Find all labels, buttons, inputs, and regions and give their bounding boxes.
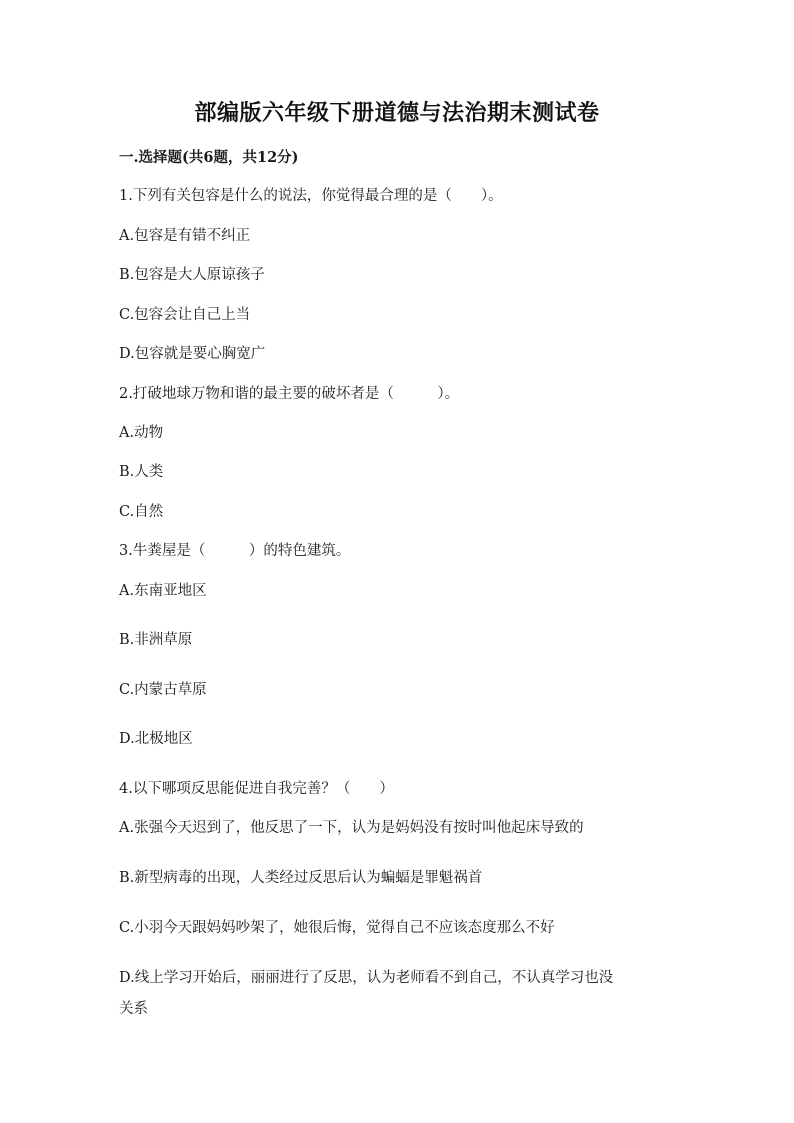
question-4-option-c: C.小羽今天跟妈妈吵架了，她很后悔，觉得自己不应该态度那么不好	[119, 920, 555, 936]
question-2-option-c: C.自然	[119, 504, 164, 520]
question-1-option-d: D.包容就是要心胸宽广	[119, 346, 266, 362]
question-1-stem: 1.下列有关包容是什么的说法，你觉得最合理的是（ ）。	[119, 188, 503, 204]
question-1-option-a: A.包容是有错不纠正	[119, 228, 251, 244]
question-2-option-a: A.动物	[119, 425, 164, 441]
page-title: 部编版六年级下册道德与法治期末测试卷	[194, 100, 600, 126]
question-4-option-b: B.新型病毒的出现，人类经过反思后认为蝙蝠是罪魁祸首	[119, 870, 483, 886]
section-heading: 一.选择题(共6题，共12分)	[119, 149, 299, 166]
question-4-stem: 4.以下哪项反思能促进自我完善？（ ）	[119, 781, 394, 797]
question-1-option-c: C.包容会让自己上当	[119, 307, 251, 323]
question-4-option-a: A.张强今天迟到了，他反思了一下，认为是妈妈没有按时叫他起床导致的	[119, 820, 584, 836]
question-3-stem: 3.牛粪屋是（ ）的特色建筑。	[119, 543, 351, 559]
question-3-option-c: C.内蒙古草原	[119, 682, 207, 698]
question-3-option-b: B.非洲草原	[119, 632, 193, 648]
question-4-option-d: D.线上学习开始后，丽丽进行了反思，认为老师看不到自己，不认真学习也没	[119, 970, 614, 986]
question-3-option-a: A.东南亚地区	[119, 583, 207, 599]
question-2-stem: 2.打破地球万物和谐的最主要的破坏者是（ ）。	[119, 386, 460, 402]
question-1-option-b: B.包容是大人原谅孩子	[119, 267, 265, 283]
question-2-option-b: B.人类	[119, 464, 164, 480]
question-4-option-d-continued: 关系	[119, 1001, 148, 1017]
question-3-option-d: D.北极地区	[119, 731, 193, 747]
